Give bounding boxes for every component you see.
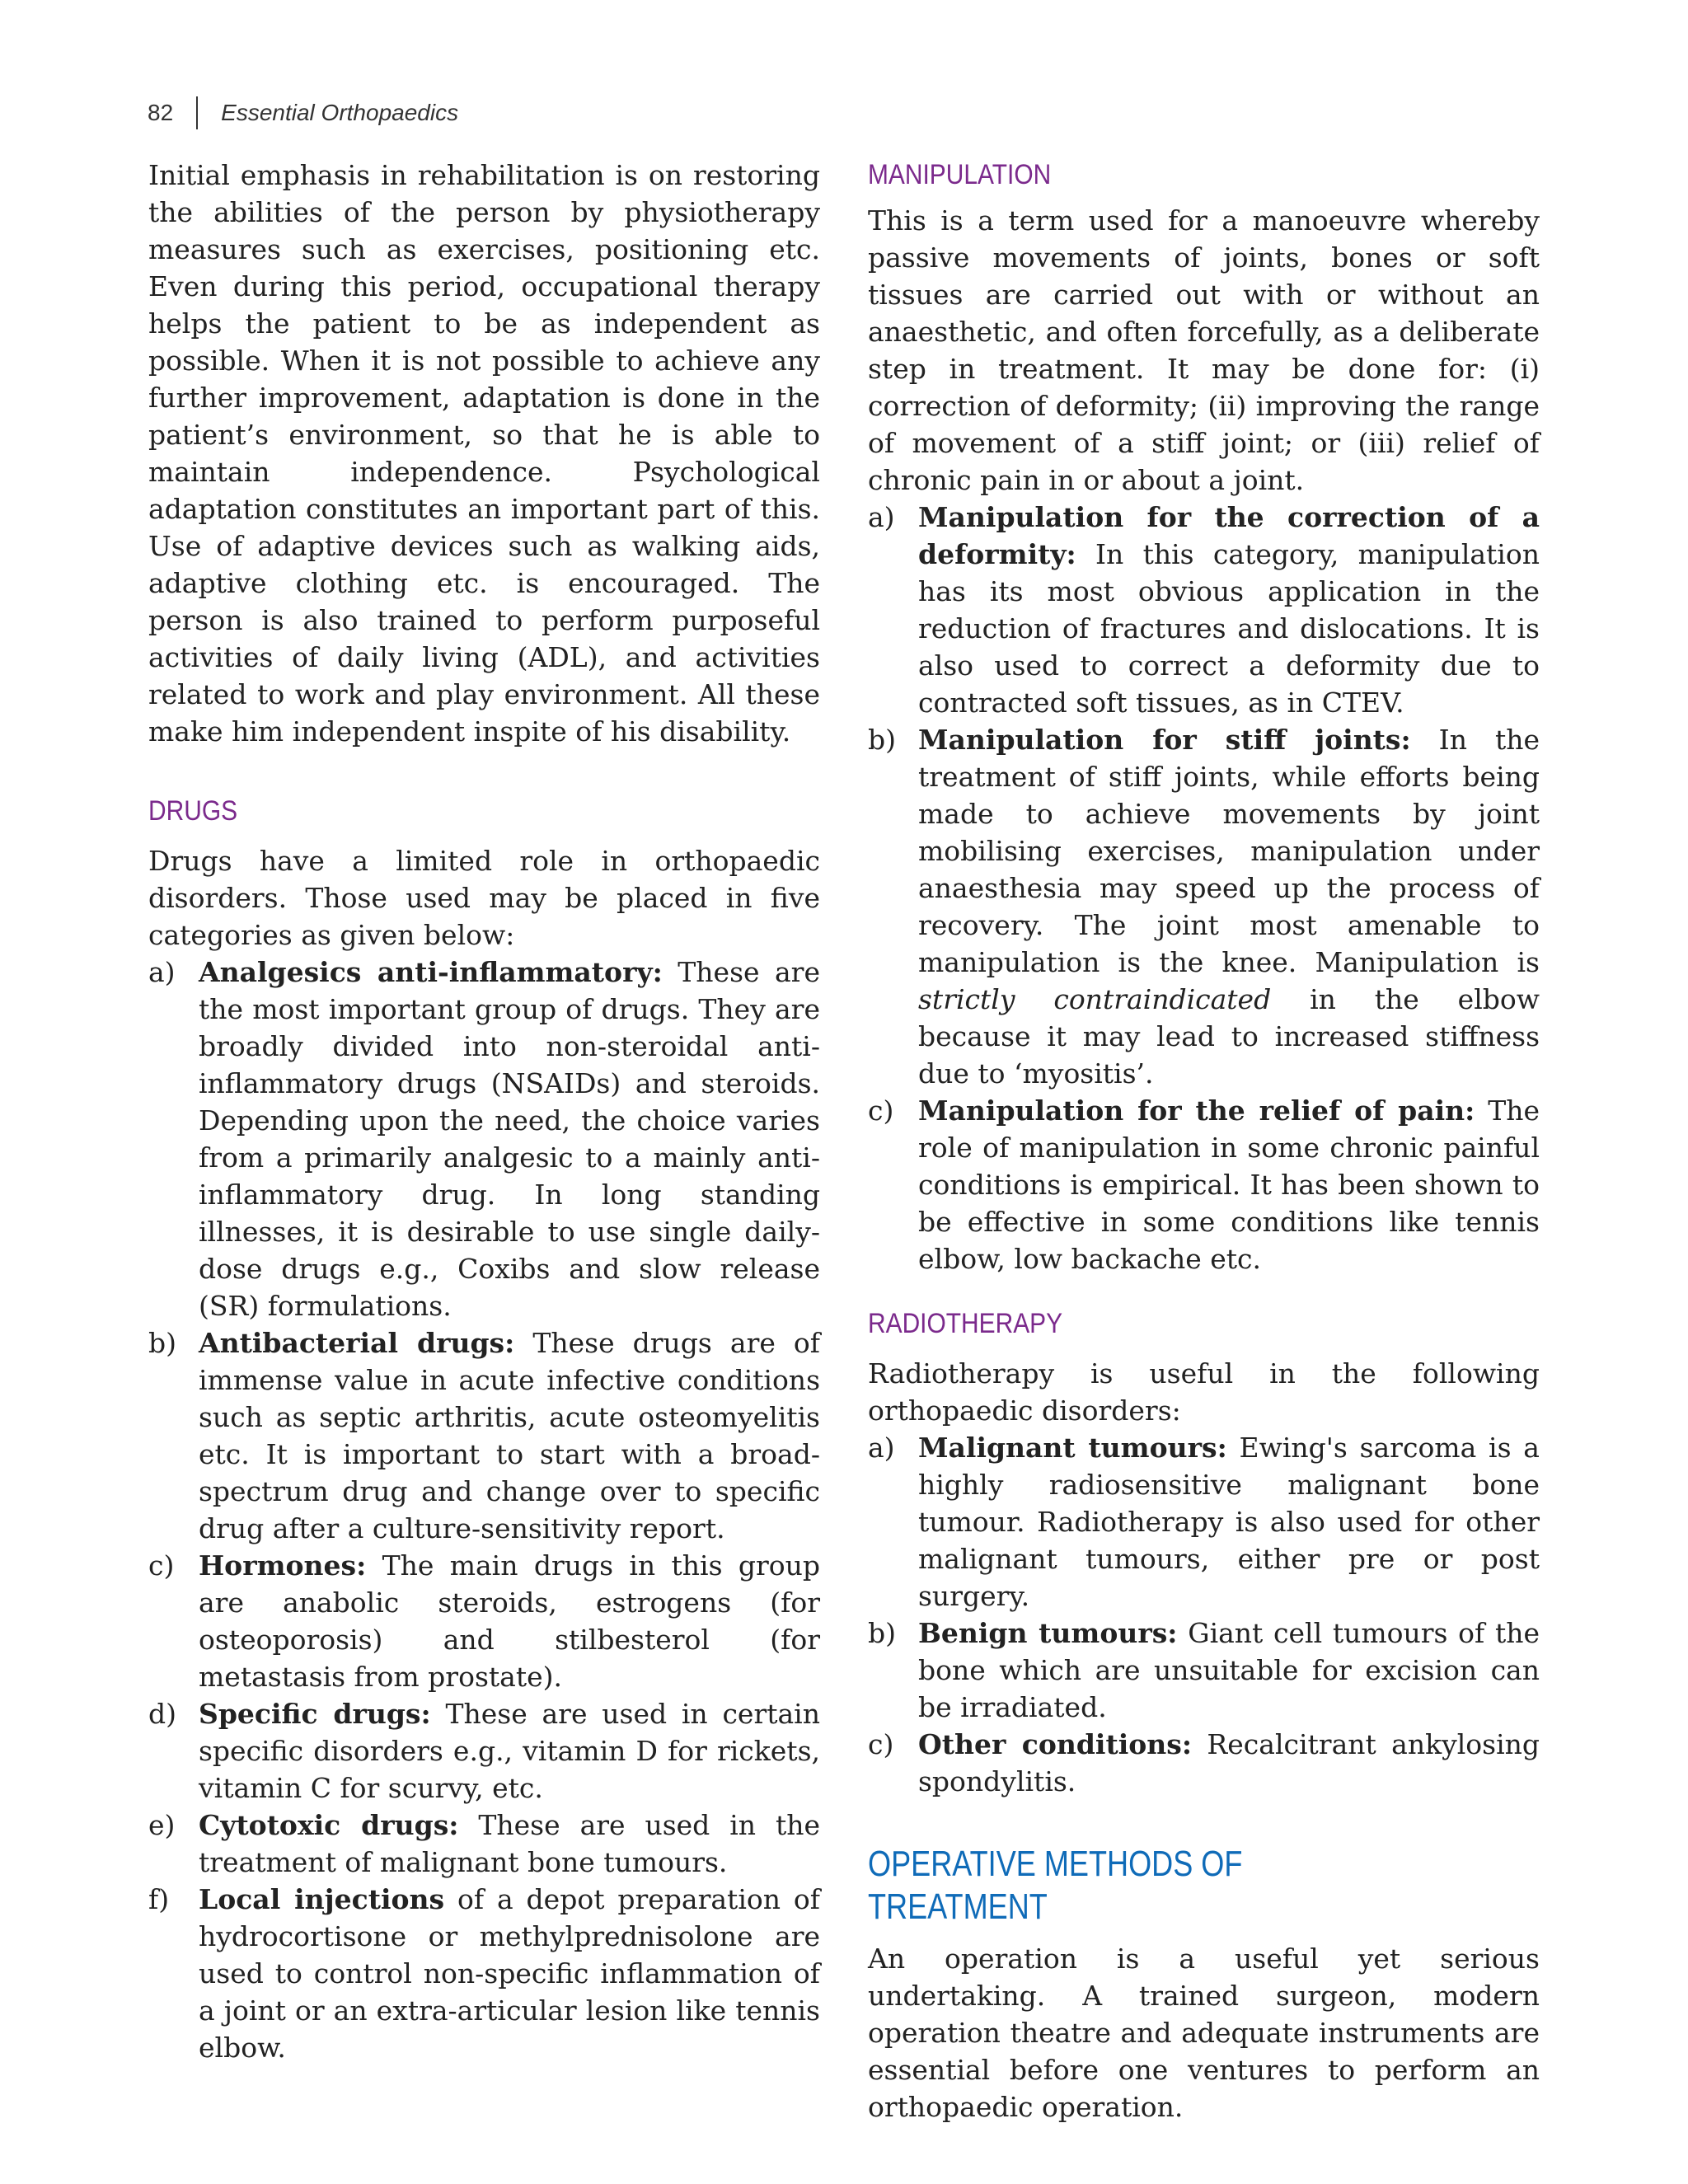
section-heading-radiotherapy: RADIOTHERAPY xyxy=(868,1308,1063,1339)
list-term: Benign tumours: xyxy=(918,1617,1178,1649)
list-text: Ewing's sarcoma is a highly radiosensitive malignant bone tumour. Radiotherapy is also used for other malignant tumours, either pre or post surgery. xyxy=(918,1432,1540,1612)
list-marker: a) xyxy=(868,1432,895,1464)
list-text-after: in the elbow because it may lead to increased stiffness due to ‘myositis’. xyxy=(918,983,1540,1090)
drugs-intro: Drugs have a limited role in orthopaedic disorders. Those used may be placed in five categories as given below: xyxy=(148,845,820,951)
list-term: Other conditions: xyxy=(918,1728,1193,1760)
list-marker: b) xyxy=(148,1327,176,1359)
operative-intro: An operation is a useful yet serious undertaking. A trained surgeon, modern operation theatre and adequate instruments are essential before one ventures to perform an orthopaedic operation. xyxy=(868,1943,1540,2123)
manipulation-intro: This is a term used for a manoeuvre whereby passive movements of joints, bones or soft tissues are carried out with or without an anaesthetic, and often forcefully, as a deliberate step in treatment. It may be done for: (i) correction of deformity; (ii) improving the range of movement of a stiff joint; or (iii) relief of chronic pain in or about a joint. xyxy=(868,204,1540,496)
list-item xyxy=(868,1092,1540,1277)
list-text: The role of manipulation in some chronic painful conditions is empirical. It has been shown to be effective in some conditions like tennis elbow, low backache etc. xyxy=(918,1094,1540,1275)
rehabilitation-paragraph: Initial emphasis in rehabilitation is on restoring the abilities of the person by physiotherapy measures such as exercises, positioning etc. Even during this period, occupational therapy helps the patient to be as independent as possible. When it is not possible to achieve any further improvement, adaptation is done in the patient’s environment, so that he is able to maintain independence. Psychological adaptation constitutes an important part of this. Use of adaptive devices such as walking aids, adaptive clothing etc. is encouraged. The person is also trained to perform purposeful activities of daily living (ADL), and activities related to work and play environment. All these make him independent inspite of his disability. xyxy=(148,159,820,748)
list-marker: a) xyxy=(148,956,176,988)
list-marker: f) xyxy=(148,1883,170,1915)
list-text: These are the most important group of drugs. They are broadly divided into non-steroidal anti-inflammatory drugs (NSAIDs) and steroids. Depending upon the need, the choice varies from a primarily analgesic to a mainly anti-inflammatory drug. In long standing illnesses, it is desirable to use single daily-dose drugs e.g., Coxibs and slow release (SR) formulations. xyxy=(199,956,820,1322)
running-header xyxy=(148,93,458,133)
list-marker: c) xyxy=(868,1094,894,1127)
section-heading-operative-methods: OPERATIVE METHODS OF TREATMENT xyxy=(868,1844,1243,1927)
list-text: The main drugs in this group are anabolic steroids, estrogens (for osteoporosis) and stilbesterol (for metastasis from prostate). xyxy=(199,1549,820,1693)
right-column xyxy=(868,157,1540,2125)
list-item xyxy=(148,1695,820,1807)
list-marker: a) xyxy=(868,501,895,533)
list-text: These drugs are of immense value in acute infective conditions such as septic arthritis, acute osteomyelitis etc. It is important to start with a broad-spectrum drug and change over to specific drug after a culture-sensitivity report. xyxy=(199,1327,820,1544)
list-marker: c) xyxy=(148,1549,175,1582)
left-column xyxy=(148,157,820,2066)
list-text: of a depot preparation of hydrocortisone or methylprednisolone are used to control non-specific inflammation of a joint or an extra-articular lesion like tennis elbow. xyxy=(199,1883,820,2064)
list-item xyxy=(868,499,1540,721)
list-term: Cytotoxic drugs: xyxy=(199,1809,459,1841)
list-item xyxy=(148,1324,820,1547)
book-title: Essential Orthopaedics xyxy=(221,100,459,125)
list-text: In this category, manipulation has its most obvious application in the reduction of fractures and dislocations. It is also used to correct a deformity due to contracted soft tissues, as in CTEV. xyxy=(918,538,1540,719)
list-item xyxy=(148,1881,820,2066)
list-text: In the treatment of stiff joints, while efforts being made to achieve movements by joint mobilising exercises, manipulation under anaesthesia may speed up the process of recovery. The joint most amenable to manipulation is the knee. Manipulation is xyxy=(918,724,1540,978)
list-marker: d) xyxy=(148,1698,176,1730)
section-heading-manipulation: MANIPULATION xyxy=(868,159,1052,190)
list-item xyxy=(868,1726,1540,1800)
list-item xyxy=(148,954,820,1324)
list-text: These are used in certain specific disorders e.g., vitamin D for rickets, vitamin C for scurvy, etc. xyxy=(199,1698,820,1804)
radiotherapy-list xyxy=(868,1429,1540,1800)
header-divider xyxy=(196,96,198,129)
list-term: Hormones: xyxy=(199,1549,367,1582)
list-term: Manipulation for the relief of pain: xyxy=(918,1094,1475,1127)
list-term: Specific drugs: xyxy=(199,1698,431,1730)
list-marker: b) xyxy=(868,724,896,756)
list-marker: c) xyxy=(868,1728,894,1760)
list-term: Manipulation for stiff joints: xyxy=(918,724,1411,756)
manipulation-list xyxy=(868,499,1540,1277)
list-text: These are used in the treatment of malignant bone tumours. xyxy=(199,1809,820,1878)
list-text: Recalcitrant ankylosing spondylitis. xyxy=(918,1728,1540,1797)
list-item xyxy=(868,721,1540,1092)
list-term: Antibacterial drugs: xyxy=(199,1327,515,1359)
drugs-list xyxy=(148,954,820,2066)
list-emphasis: strictly contraindicated xyxy=(918,983,1272,1015)
list-text: Giant cell tumours of the bone which are unsuitable for excision can be irradiated. xyxy=(918,1617,1540,1723)
radiotherapy-intro: Radiotherapy is useful in the following orthopaedic disorders: xyxy=(868,1357,1540,1427)
list-term: Local injections xyxy=(199,1883,445,1915)
page-number: 82 xyxy=(148,100,174,125)
list-marker: b) xyxy=(868,1617,896,1649)
section-heading-drugs: DRUGS xyxy=(148,795,238,827)
list-term: Malignant tumours: xyxy=(918,1432,1227,1464)
list-item xyxy=(148,1807,820,1881)
list-term: Manipulation for the correction of a deformity: xyxy=(918,501,1540,570)
list-marker: e) xyxy=(148,1809,176,1841)
list-item xyxy=(868,1615,1540,1726)
list-item xyxy=(868,1429,1540,1615)
list-item xyxy=(148,1547,820,1695)
list-term: Analgesics anti-inflammatory: xyxy=(199,956,663,988)
